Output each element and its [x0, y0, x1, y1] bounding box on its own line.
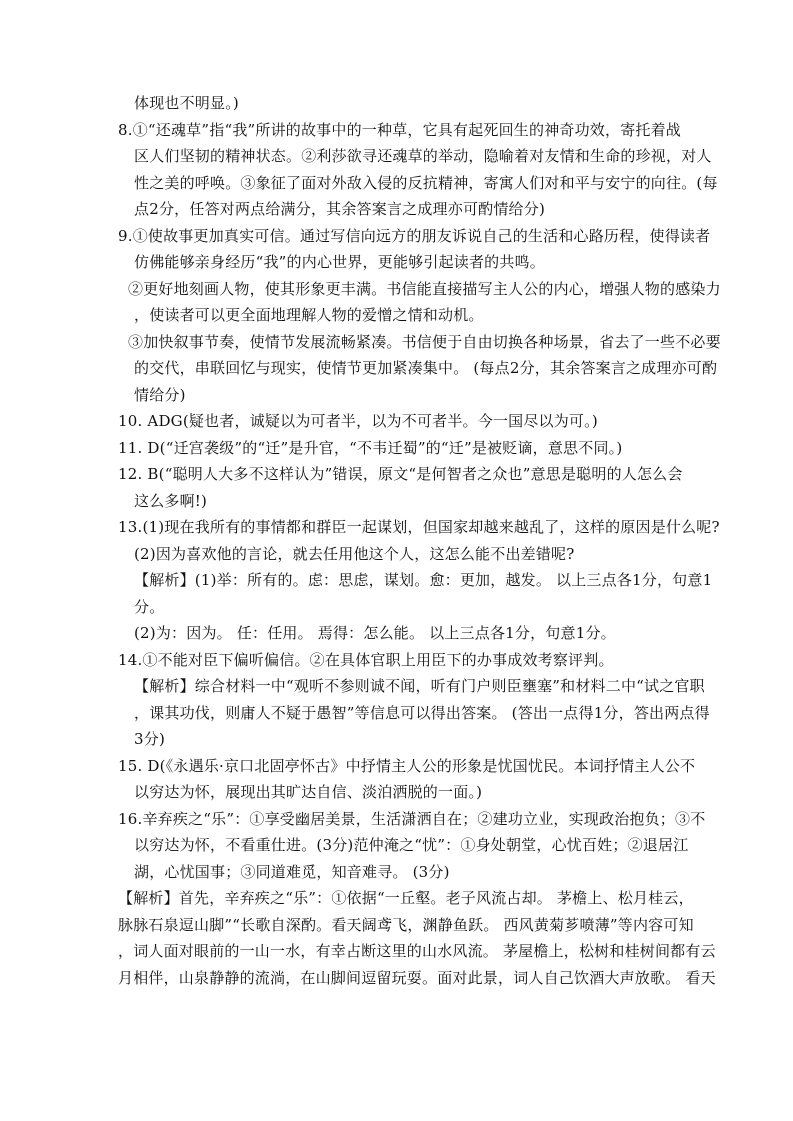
text-line: 脉脉石泉逗山脚”“长歌自深酌。看天阔鸢飞，渊静鱼跃。 西风黄菊芗喷薄”等内容可知: [118, 915, 694, 934]
text-line: 16.辛弃疾之“乐”：①享受幽居美景，生活潇洒自在；②建功立业，实现政治抱负；③不: [118, 809, 706, 828]
text-line: 湖，心忧国事；③同道难觅，知音难寻。 (3分): [134, 862, 450, 881]
text-line: 【解析】综合材料一中“观听不参则诚不闻，听有门户则臣壅塞”和材料二中“试之官职: [134, 677, 705, 695]
text-line: ，使读者可以更全面地理解人物的爱憎之情和动机。: [134, 306, 484, 324]
text-line: (2)为：因为。 任：任用。 焉得：怎么能。 以上三点各1分，句意1分。: [134, 624, 616, 642]
text-line: 3分): [134, 730, 165, 748]
text-line: ，课其功伐，则庸人不疑于愚智”等信息可以得出答案。 (答出一点得1分，答出两点得: [134, 703, 710, 722]
answer-text-body: [118, 90, 721, 991]
text-line: 区人们坚韧的精神状态。②利莎欲寻还魂草的举动，隐喻着对友情和生命的珍视，对人: [134, 147, 712, 165]
text-line: 这么多啊!): [134, 491, 208, 510]
text-line: 点2分，任答对两点给满分，其余答案言之成理亦可酌情给分): [134, 200, 545, 218]
text-line: 性之美的呼唤。③象征了面对外敌入侵的反抗精神，寄寓人们对和平与安宁的向往。(每: [134, 173, 718, 192]
text-line: 仿佛能够亲身经历“我”的内心世界，更能够引起读者的共鸣。: [134, 253, 545, 271]
text-line: 情给分): [134, 385, 186, 404]
text-line: 14.①不能对臣下偏听偏信。②在具体官职上用臣下的办事成效考察评判。: [118, 650, 614, 669]
text-line: 15. D(《永遇乐·京口北固亭怀古》中抒情主人公的形象是忧国忧民。本词抒情主人公不: [118, 756, 696, 775]
text-line: (2)因为喜欢他的言论，就去任用他这个人，这怎么能不出差错呢?: [134, 544, 575, 563]
text-line: 以穷达为怀，不看重仕进。(3分)范仲淹之“忧”：①身处朝堂，心忧百姓；②退居江: [134, 836, 689, 854]
text-line: 13.(1)现在我所有的事情都和群臣一起谋划，但国家却越来越乱了，这样的原因是什么呢?: [118, 518, 720, 536]
text-line: 分。: [134, 597, 165, 616]
text-line: 以穷达为怀，展现出其旷达自信、淡泊洒脱的一面。): [134, 783, 483, 801]
text-line: 9.①使故事更加真实可信。通过写信向远方的朋友诉说自己的生活和心路历程，使得读者: [118, 226, 711, 245]
text-line: 体现也不明显。): [134, 94, 239, 112]
text-line: ②更好地刻画人物，使其形象更丰满。书信能直接描写主人公的内心，增强人物的感染力: [128, 279, 721, 298]
text-line: 【解析】(1)举：所有的。虑：思虑，谋划。愈：更加，越发。 以上三点各1分，句意1: [134, 571, 713, 589]
text-line: ，词人面对眼前的一山一水，有幸占断这里的山水风流。 茅屋檐上，松树和桂树间都有云: [118, 942, 716, 960]
text-line: 月相伴，山泉静静的流淌，在山脚间逗留玩耍。面对此景，词人自己饮酒大声放歌。 看天: [118, 968, 716, 987]
text-line: 12. B(“聪明人大多不这样认为”错误，原文“是何智者之众也”意思是聪明的人怎么会: [118, 465, 683, 483]
text-line: ③加快叙事节奏，使情节发展流畅紧凑。书信便于自由切换各种场景，省去了一些不必要: [128, 332, 721, 351]
text-line: 8.①“还魂草”指“我”所讲的故事中的一种草，它具有起死回生的神奇功效，寄托着战: [118, 120, 681, 139]
text-line: 10. ADG(疑也者，诚疑以为可者半，以为不可者半。今一国尽以为可。): [118, 412, 598, 430]
text-line: 的交代，串联回忆与现实，使情节更加紧凑集中。 (每点2分，其余答案言之成理亦可酌: [134, 359, 718, 377]
text-line: 【解析】首先，辛弃疾之“乐”：①依据“一丘壑。老子风流占却。 茅檐上、松月桂云，: [118, 889, 694, 907]
text-line: 11. D(“迁宫袭级”的“迁”是升官，“不韦迁蜀”的“迁”是被贬谪，意思不同。): [118, 438, 623, 457]
